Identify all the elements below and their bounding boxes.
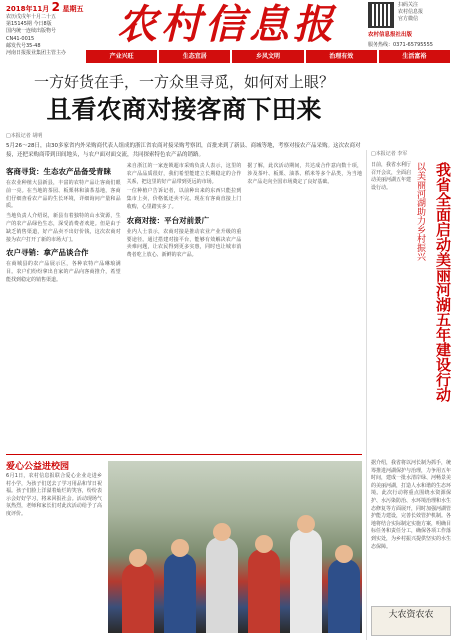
article-lead: 5月26～28日，由30多家省内外采购商代表人组成的浙江省农商对接采购考察团，首批来到了新县、商城等地，考察对接农产品采购。这次农商对接，还把采购商带到田间地头，与农户面对面交流，共同探索特色农产品的销路。: [6, 143, 361, 158]
paragraph: 业内人士表示，农商对接是推动农业产业升级的重要途径。通过搭建对接平台，能够有效解决农产品卖难问题，让农民得到更多实惠，同时也让城市消费者吃上放心、新鲜的农产品。: [126, 228, 242, 259]
paragraph: 来自浙江的一家连锁超市采购负责人表示，这里的农产品品质很好，我们希望能建立长期稳定的合作关系，把这里的好产品带到更远的市场。: [126, 163, 242, 185]
nav-item-industry[interactable]: 产业兴旺: [86, 50, 157, 63]
sidebar-article: [366, 150, 450, 640]
nav-item-civility[interactable]: 乡风文明: [232, 50, 303, 63]
photo-story-title[interactable]: 爱心公益进校园: [6, 462, 70, 472]
sidebar-byline: □本报记者 李军: [371, 151, 408, 157]
section-heading: 客商寻货：生态农产品备受青睐: [6, 167, 111, 176]
photo-figure-head: [255, 535, 273, 553]
sidebar-kicker: 以美丽河湖助力乡村振兴: [415, 162, 425, 261]
photo-figure-head: [129, 549, 147, 567]
section-heading: 农商对接：平台对前景广: [126, 215, 210, 225]
info-line: 河南日报报业集团主管主办: [6, 50, 67, 57]
qr-code-icon[interactable]: [368, 2, 394, 28]
article-kicker: 一方好货在手，一方众里寻觅，如何对上眼？: [33, 73, 334, 91]
nav-item-governance[interactable]: 治理有效: [306, 50, 377, 63]
article-body: [6, 163, 362, 287]
article-headline[interactable]: 且看农商对接客商下田来: [46, 95, 322, 124]
qr-label: [398, 2, 448, 23]
nav-item-prosperity[interactable]: 生活富裕: [379, 50, 450, 63]
lead-article: [6, 72, 362, 287]
photo-story: [6, 454, 362, 636]
nav-item-ecology[interactable]: 生态宜居: [159, 50, 230, 63]
photo-figure: [164, 553, 196, 633]
article-column: [127, 163, 242, 287]
article-column: [6, 163, 121, 287]
issue-year-month: 2018年11月: [6, 5, 50, 13]
publisher-slogan: 农村信息报社出版: [368, 32, 413, 38]
sidebar-text-top: 日前，我省水利厅召开会议，全面启动美丽河湖五年建设行动。: [371, 162, 412, 191]
info-line: 邮发代号35-48: [6, 42, 41, 49]
paragraph: 一位种植户告诉记者，以前种出来的东西只能拉到集市上卖，价格低还卖不完。现在有客商直接上门收购，心里踏实多了。: [126, 188, 242, 210]
info-line: CN41-0015: [6, 35, 35, 42]
photo-figure-head: [297, 515, 315, 533]
paragraph: 当地负责人介绍说，新县有着独特的山水资源，生产的农产品绿色生态，深受消费者欢迎。但是由于缺乏销售渠道，好产品卖不出好价钱，这次农商对接为农户打开了新的市场大门。: [6, 213, 121, 243]
info-line: 农历戊戌年十月二十五: [6, 14, 57, 20]
photo-figure-head: [213, 523, 231, 541]
masthead: [0, 0, 450, 68]
sidebar-headline[interactable]: 我省全面启动美丽河湖五年建设行动: [434, 162, 452, 402]
photo-figure: [290, 529, 322, 633]
qr-label-line: 扫码关注: [398, 2, 419, 8]
qr-label-line: 农村信息报: [398, 9, 424, 15]
issue-date: [6, 2, 84, 14]
sidebar-ad[interactable]: 大农资农农: [371, 606, 451, 636]
sidebar-text: 据介绍，我省将以河长制为抓手，统筹推进河湖保护与治理，力争用五年时间，建成一批水清岸绿、河畅景美的美丽河湖，打造人水和谐的生态环境。此次行动将重点围绕水资源保护、水污染防治、水环境治理和水生态修复等方面展开，同时加强河湖管护能力建设，完善长效管护机制。各地将结合实际制定实施方案，明确目标任务和责任分工，确保各项工作落到实处，为乡村振兴提供坚实的水生态保障。: [371, 460, 452, 550]
article-byline: □本报记者 胡明: [6, 133, 43, 139]
photo-figure-head: [335, 545, 353, 563]
qr-label-line: 官方微信: [398, 16, 419, 22]
issue-info: [6, 2, 84, 57]
paragraph: 据了解，此次活动期间，共达成合作意向数十项，涉及茶叶、板栗、油茶、稻米等多个品类，为当地农产品走向全国市场奠定了良好基础。: [247, 163, 363, 185]
section-heading: 农户寻销：拿产品谈合作: [6, 248, 89, 258]
issue-day: 2: [51, 0, 61, 14]
info-line: 第15145期 今日8版: [6, 21, 52, 28]
photo-children-classroom: [108, 461, 362, 633]
paragraph: 在农业种植大县新县，丰富的农特产品让客商们眼前一亮。在当地的茶园、板栗林和油茶基地，客商们仔细查看农产品的生长环境，详细询问产量和品质。: [6, 180, 121, 210]
newspaper-title: 农村信息报: [117, 1, 337, 48]
photo-figure: [122, 563, 154, 633]
issue-weekday: 星期五: [62, 5, 84, 13]
paragraph: 在商城县的农产品展示区，各种农特产品琳琅满目。农户们纷纷拿出自家的产品向客商推介，希望能找到稳定的销售渠道。: [6, 261, 121, 283]
photo-figure: [328, 559, 360, 633]
info-line: 国内统一连续出版物号: [6, 28, 57, 35]
photo-story-text: 6月1日，农村信息报联合爱心企业走进乡村小学，为孩子们送去了学习用品和节日祝福。孩子们脸上洋溢着灿烂的笑容，纷纷表示会好好学习，将来回报社会。活动现场气氛热烈，老师和家长们对此次活动给予了高度评价。: [6, 473, 102, 517]
photo-figure: [248, 549, 280, 633]
article-column: [247, 163, 362, 287]
section-nav: [86, 50, 450, 63]
photo-figure-head: [171, 539, 189, 557]
photo-figure: [206, 537, 238, 633]
hotline: 服务热线：0371-65795555: [368, 42, 433, 48]
